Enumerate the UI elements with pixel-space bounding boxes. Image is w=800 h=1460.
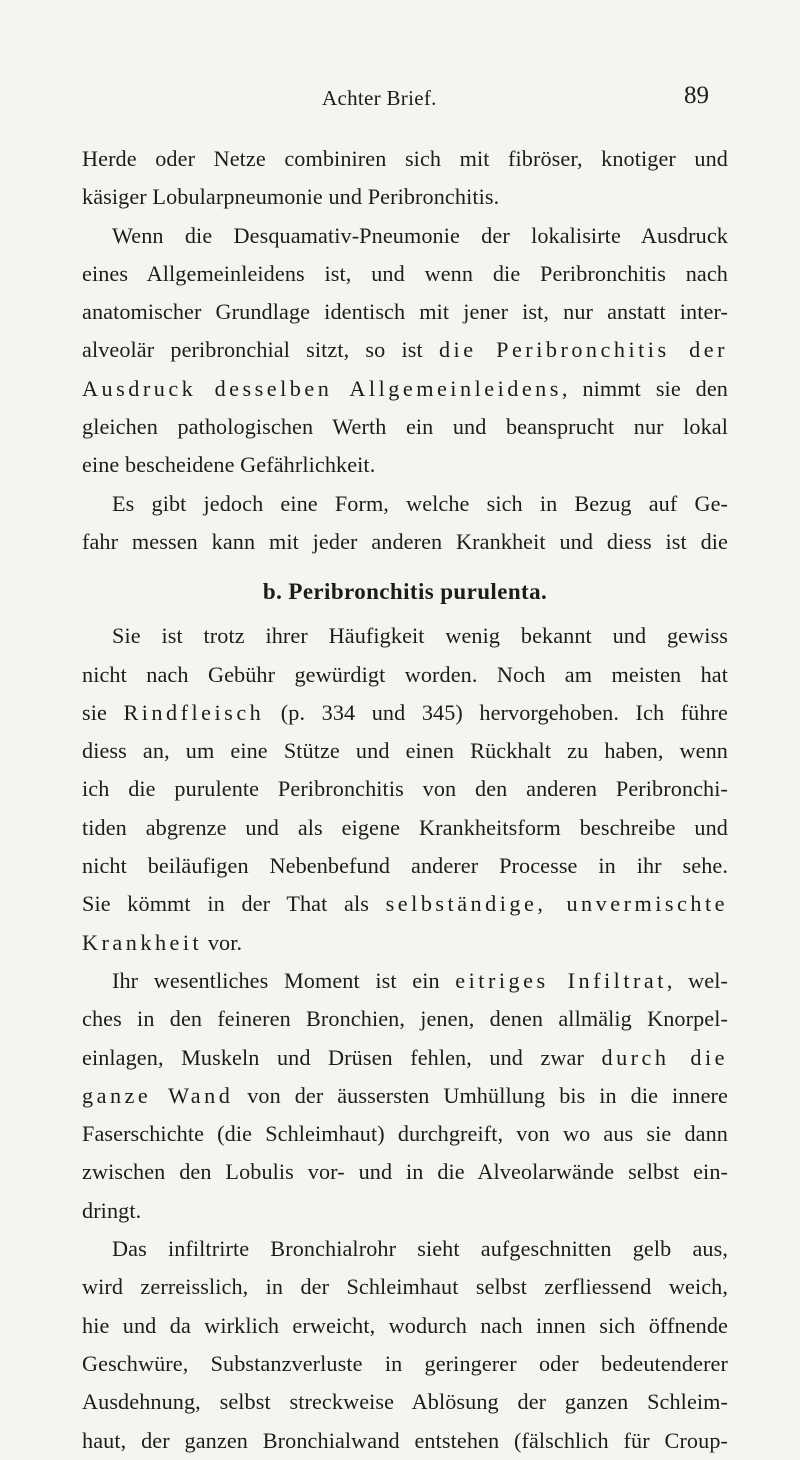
text-line: dringt. [82,1197,142,1223]
text-line [82,924,728,962]
text-line: Wenn die Desquamativ-Pneumonie der lokalisirte Ausdruck [112,222,728,248]
text-line: hie und da wirklich erweicht, wodurch nach innen sich öffnende [82,1312,728,1338]
text-line [82,370,728,408]
text-line [82,1077,728,1115]
spaced-emphasis: durch die [601,1044,728,1070]
text-line: Herde oder Netze combiniren sich mit fibröser, knotiger und [82,146,728,171]
text-line: anatomischer Grundlage identisch mit jener ist, nur anstatt inter- [82,299,728,325]
author-name: Rindfleisch [123,699,265,725]
text-run: Ihr wesentliches Moment ist ein [112,967,456,993]
spaced-emphasis: Krankheit [82,929,203,955]
text-line [82,331,728,369]
text-line: Es gibt jedoch eine Form, welche sich in Bezug auf Ge- [112,490,728,516]
text-line: nicht beiläufigen Nebenbefund anderer Processe in ihr sehe. [82,853,728,879]
text-line [82,885,728,923]
section-heading: b. Peribronchitis purulenta. [262,579,548,605]
text-line: fahr messen kann mit jeder anderen Krankheit und diess ist die [82,528,728,554]
text-line: eine bescheidene Gefährlichkeit. [82,452,376,478]
text-line: Ausdehnung, selbst streckweise Ablösung der ganzen Schleim- [82,1389,728,1415]
text-line: zwischen den Lobulis vor- und in die Alveolarwände selbst ein- [82,1159,728,1185]
text-line [82,694,728,732]
text-line: käsiger Lobularpneumonie und Peribronchitis. [82,184,500,210]
text-line: Geschwüre, Substanzverluste in geringerer oder bedeutenderer [82,1350,728,1376]
text-run: (p. 334 und 345) hervorgehoben. Ich führe [264,699,728,725]
spaced-emphasis: Ausdruck desselben Allgemeinleidens [82,375,562,401]
running-title: Achter Brief. [322,86,437,110]
text-line: Faserschichte (die Schleimhaut) durchgreift, von wo aus sie dann [82,1121,728,1147]
text-line: ches in den feineren Bronchien, jenen, denen allmälig Knorpel- [82,1006,728,1032]
text-line: nicht nach Gebühr gewürdigt worden. Noch am meisten hat [82,661,728,687]
text-run: Sie kömmt in der That als [82,891,386,917]
text-line: ich die purulente Peribronchitis von den anderen Peribronchi- [82,776,728,802]
spaced-emphasis: eitriges Infiltrat [455,967,667,993]
text-run: einlagen, Muskeln und Drüsen fehlen, und zwar [82,1044,602,1070]
text-line: eines Allgemeinleidens ist, und wenn die Peribronchitis nach [82,260,728,286]
text-line: Sie ist trotz ihrer Häufigkeit wenig bekannt und gewiss [112,623,728,649]
text-line: Das infiltrirte Bronchialrohr sieht aufgeschnitten gelb aus, [112,1236,728,1262]
text-run: alveolär peribronchial sitzt, so ist [82,337,439,363]
text-line: gleichen pathologischen Werth ein und beansprucht nur lokal [82,414,728,440]
body-text [82,140,728,1460]
text-run: von der äussersten Umhüllung bis in die innere [233,1082,728,1108]
running-head [0,82,800,122]
text-line: tiden abgrenze und als eigene Krankheitsform beschreibe und [82,814,728,840]
spaced-emphasis: selbständige, unvermischte [385,891,728,917]
page-number: 89 [684,82,709,109]
text-line: haut, der ganzen Bronchialwand entstehen (fälschlich für Croup- [82,1427,728,1453]
text-run: vor. [202,929,243,955]
text-line [82,962,728,1000]
text-run: sie [82,699,124,725]
text-line [82,1039,728,1077]
text-line: wird zerreisslich, in der Schleimhaut selbst zerfliessend weich, [82,1274,728,1300]
spaced-emphasis: ganze Wand [82,1082,234,1108]
text-run: , wel- [666,967,728,993]
spaced-emphasis: die Peribronchitis der [438,337,728,363]
text-run: , nimmt sie den [561,375,728,401]
text-line: diess an, um eine Stütze und einen Rückhalt zu haben, wenn [82,738,728,764]
